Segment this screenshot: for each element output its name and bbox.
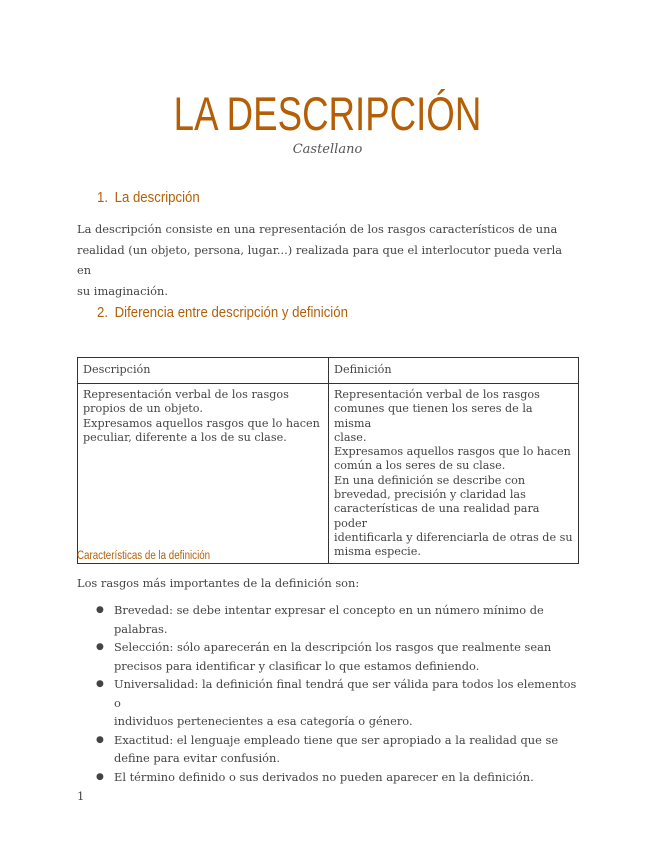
list-item-line: Exactitud: el lenguaje empleado tiene que ser apropiado a la realidad que se [114,732,559,747]
list-item [77,601,582,638]
cell-line: propios de un objeto. [83,402,203,416]
cell-line: En una definición se describe con [334,473,526,487]
cell-line: comunes que tienen los seres de la misma [334,402,533,430]
section-2-title: Diferencia entre descripción y definición [114,304,348,321]
cell-line: misma especie. [334,545,421,559]
bullet-icon: ● [96,679,104,689]
cell-line: Representación verbal de los rasgos [83,388,289,401]
table-header-row [78,358,579,384]
list-item-line: Universalidad: la definición final tendrá que ser válida para todos los elementos o [114,677,577,710]
table-cell-definicion [329,384,579,564]
paragraph-line: realidad (un objeto, persona, lugar...) realizada para que el interlocutor pueda verla en [77,242,563,277]
section-2-number: 2. [97,304,109,321]
cell-line: común a los seres de su clase. [334,459,506,473]
cell-line: Expresamos aquellos rasgos que lo hacen [83,416,320,430]
list-item [77,638,582,675]
section-1-heading [97,189,200,206]
list-item-line: Brevedad: se debe intentar expresar el concepto en un número mínimo de [114,603,544,617]
subsection-heading: Características de la definición [77,550,211,562]
list-item-line: individuos pertenecientes a esa categoría o género. [114,714,413,728]
table-header-definicion: Definición [329,358,579,384]
cell-line: brevedad, precisión y claridad las [334,488,526,502]
table-row [78,384,579,564]
section-2-heading [97,304,348,321]
list-item-line: El término definido o sus derivados no pueden aparecer en la definición. [114,769,534,784]
comparison-table [77,357,579,564]
list-item-line: precisos para identificar y clasificar lo que estamos definiendo. [114,658,480,673]
cell-line: peculiar, diferente a los de su clase. [83,430,287,444]
cell-line: clase. [334,430,367,444]
section-1-number: 1. [97,189,109,206]
page-subtitle: Castellano [292,142,363,157]
list-item-line: define para evitar confusión. [114,751,280,765]
cell-line: identificarla y diferenciarla de otras de su [334,530,573,544]
list-item [77,731,582,768]
section-1-paragraph [77,219,577,301]
page-title: LA DESCRIPCIÓN [173,87,482,140]
table-header-descripcion: Descripción [78,358,329,384]
list-item-line: palabras. [114,621,168,636]
page-number: 1 [77,789,85,803]
cell-line: Representación verbal de los rasgos [334,388,540,401]
bullet-icon: ● [96,642,104,652]
bullet-icon: ● [96,605,104,615]
list-item [77,675,582,731]
bullet-icon: ● [96,734,104,745]
characteristics-list [77,601,582,786]
section-1-title: La descripción [114,189,200,206]
list-item [77,768,582,787]
bullet-icon: ● [96,771,104,782]
table-cell-descripcion [78,384,329,564]
paragraph-line: La descripción consiste en una representación de los rasgos característicos de una [77,222,558,236]
cell-line: Expresamos aquellos rasgos que lo hacen [334,445,571,459]
subsection-intro: Los rasgos más importantes de la definición son: [77,576,360,590]
list-item-line: Selección: sólo aparecerán en la descripción los rasgos que realmente sean [114,640,552,654]
paragraph-line: su imaginación. [77,283,168,298]
cell-line: características de una realidad para poder [334,502,540,530]
